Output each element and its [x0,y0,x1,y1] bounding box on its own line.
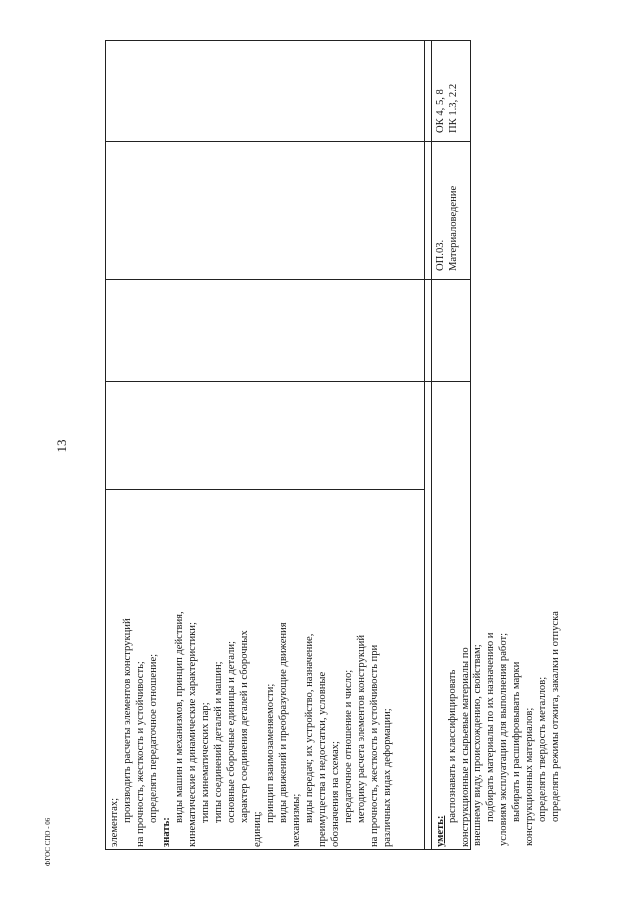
text-line: определять передаточное отношение; [148,653,159,823]
page-number: 13 [54,439,69,453]
text-line: виды машин и механизмов, принцип действия, [174,611,185,823]
text-line: на прочность, жесткость и устойчивость при [369,644,380,847]
competency-code: ПК 1.3, 2.2 [448,83,459,133]
text-line: единиц; [252,811,263,847]
skills-continuation [471,486,571,846]
document-footer-code: ФГОС СПО - 06 [44,817,52,867]
section-heading-know: знать: [161,817,172,847]
text-line: производить расчеты элементов конструкций [122,618,133,823]
text-line: на прочность, жесткость и устойчивость; [135,661,146,847]
text-line: элементах; [109,797,120,847]
text-line: подбирать материалы по их назначению и [485,632,496,822]
text-line: типы соединений деталей и машин; [213,661,224,823]
text-line: кинематические и динамические характеристики; [187,622,198,847]
text-line: виды движений и преобразующие движения [278,622,289,823]
text-line: механизмы; [291,793,302,847]
text-line: конструкционных материалов; [524,707,535,846]
text-line: выбирать и расшифровывать марки [511,661,522,822]
text-line: определять твердость металлов; [537,676,548,822]
text-line: преимущества и недостатки, условные [317,671,328,847]
column-divider-3 [106,141,470,142]
text-line: передаточное отношение и число; [343,669,354,823]
text-line: виды передач; их устройство, назначение, [304,633,315,823]
text-line: типы кинематических пар; [200,702,211,823]
text-line: конструкционные и сырьевые материалы по [460,647,471,847]
discipline-name: Материаловедение [448,185,459,271]
discipline-code: ОП.03. [435,239,446,271]
text-line: характер соединения деталей и сборочных [239,630,250,823]
text-line: основные сборочные единицы и детали; [226,641,237,823]
text-line: распознавать и классифицировать [447,669,458,823]
competencies-cell [434,53,474,133]
column-divider-1 [106,381,470,382]
text-line: обозначения на схемах; [330,741,341,847]
column-divider-2 [106,279,470,280]
top-block-column-divider [106,489,424,490]
text-line: внешнему виду, происхождению, свойствам; [472,644,483,846]
curriculum-table [105,40,471,850]
text-line: определять режимы отжига, закалки и отпуска [550,611,561,822]
text-line: условиям эксплуатации для выполнения работ; [498,632,509,846]
text-line: различных видах деформации; [382,708,393,847]
text-line: методику расчета элементов конструкций [356,634,367,823]
competency-code: ОК 4, 5, 8 [435,89,446,133]
row-divider-inner [431,41,432,849]
row-divider [424,41,425,849]
discipline-cell [434,121,474,271]
section-heading-skills: уметь: [435,815,446,847]
top-block-content [108,493,424,847]
text-line: принцип взаимозаменяемости; [265,683,276,823]
